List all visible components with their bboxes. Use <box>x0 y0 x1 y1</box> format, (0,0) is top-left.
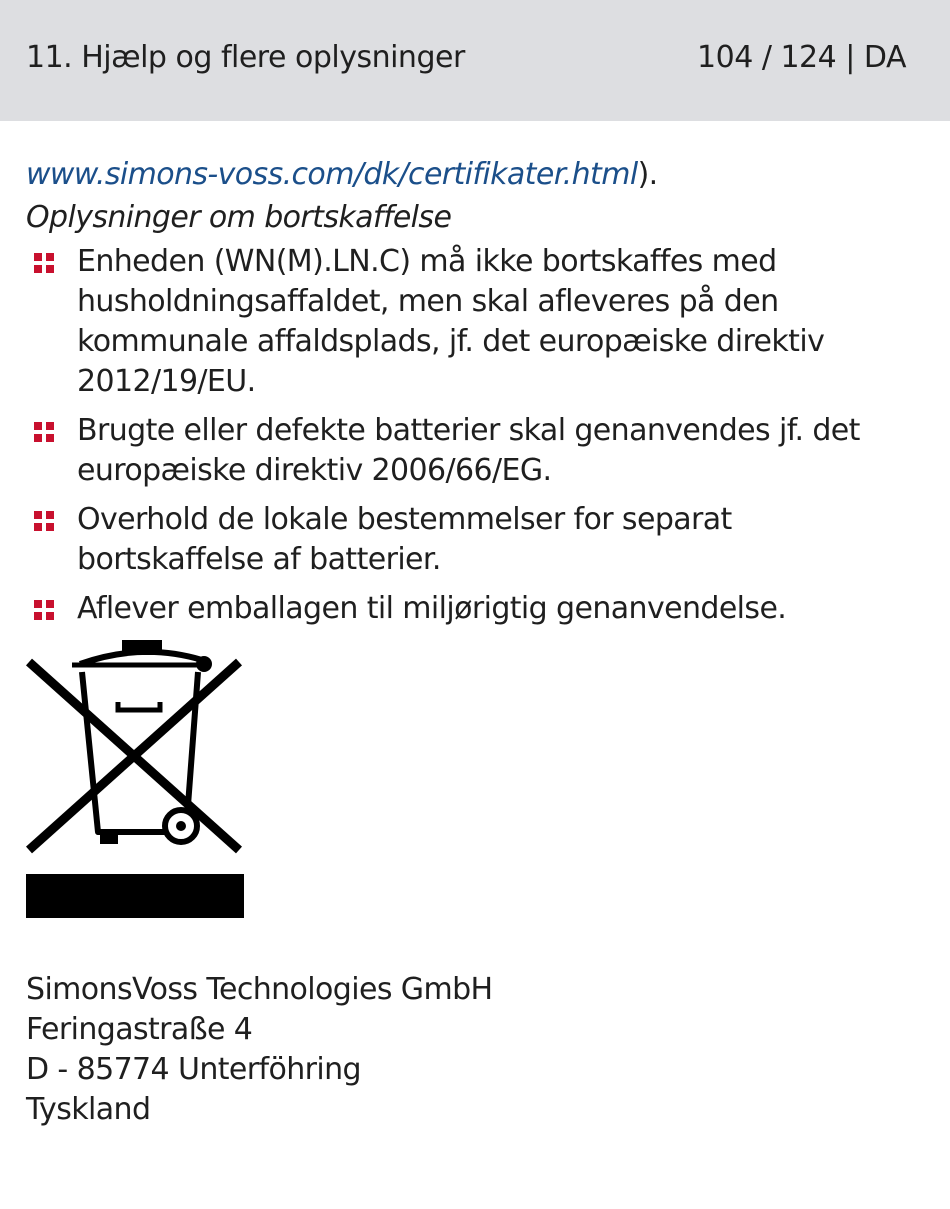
list-item-text: Aflever emballagen til miljørigtig genanvendelse. <box>77 591 787 626</box>
link-line <box>26 155 906 195</box>
main-content <box>26 155 906 638</box>
company-name: SimonsVoss Technologies GmbH <box>26 972 493 1007</box>
list-item-text: Overhold de lokale bestemmelser for separat bortskaffelse af batterier. <box>77 502 732 577</box>
bullet-squares-icon <box>34 253 54 273</box>
country: Tyskland <box>26 1092 151 1127</box>
list-item <box>26 242 906 402</box>
list-item-text: Brugte eller defekte batterier skal genanvendes jf. det europæiske direktiv 2006/66/EG. <box>77 413 860 488</box>
list-item <box>26 500 906 580</box>
page-header <box>0 0 950 121</box>
city-postal: D - 85774 Unterföhring <box>26 1052 361 1087</box>
bullet-squares-icon <box>34 422 54 442</box>
street-address: Feringastraße 4 <box>26 1012 253 1047</box>
bullet-squares-icon <box>34 600 54 620</box>
section-title: 11. Hjælp og flere oplysninger <box>26 40 465 75</box>
list-item <box>26 411 906 491</box>
bullet-squares-icon <box>34 511 54 531</box>
certificates-link[interactable]: www.simons-voss.com/dk/certifikater.html <box>26 157 638 192</box>
disposal-subheading: Oplysninger om bortskaffelse <box>26 200 452 235</box>
company-address <box>26 970 492 1130</box>
disposal-list <box>26 242 906 629</box>
crossed-out-wheelie-bin-icon <box>26 640 244 918</box>
list-item-text: Enheden (WN(M).LN.C) må ikke bortskaffes med husholdningsaffaldet, men skal afleveres på den kommunale affaldsplads, jf. det europæiske direktiv 2012/19/EU. <box>77 244 825 399</box>
page-number: 104 / 124 | DA <box>697 40 906 75</box>
link-suffix: ). <box>637 157 658 192</box>
list-item <box>26 589 906 629</box>
